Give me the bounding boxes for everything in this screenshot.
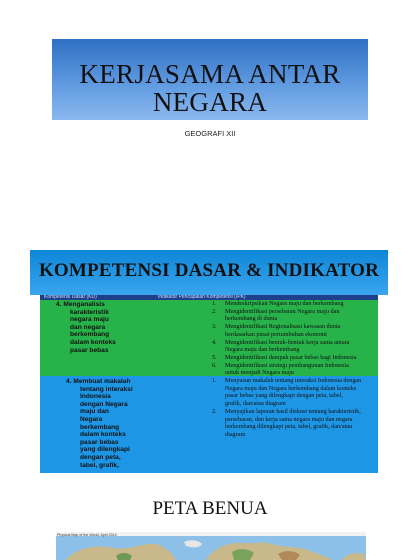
kd-text-2	[66, 378, 133, 469]
kd-line: karakteristik	[70, 308, 109, 316]
kd-line: yang dilengkapi	[80, 446, 130, 454]
indicator-list-2	[212, 377, 378, 439]
kd-line: pasar bebas	[80, 438, 119, 446]
kd-text-1	[56, 301, 116, 354]
world-map-image	[56, 532, 366, 560]
list-item: 1. Menyusun makalah tentang interaksi Indonesia dengan Negara maju dan Negara berkembang dalam konteks pasar bebas yang dilengkapi dengan peta, tabel, grafik, dan/atau diagram	[212, 377, 362, 408]
table-header-ipk: Indikator Pencapaian Kompetensi (IPK)	[158, 295, 246, 300]
list-item: 3. Mengidentifikasi Regionalisasi kawasan dunia berdasarkan pusat pertumbuhan ekonomi	[212, 323, 341, 338]
kd-line: tentang interaksi	[80, 385, 133, 393]
slide-subtitle: GEOGRAFI XII	[184, 129, 236, 138]
kd-line: Indonesia	[80, 393, 111, 401]
list-item: 5. Mengidentifikasi dampak pasar bebas bagi Indonesia	[212, 353, 357, 361]
competency-title: KOMPETENSI DASAR & INDIKATOR	[38, 260, 380, 281]
table-header-kd: Kompetensi Dasar (KD)	[44, 295, 97, 300]
kd-line: dan negara	[70, 323, 106, 331]
kd-line: maju dan	[80, 408, 109, 416]
list-item: 2. Menyajikan laporan hasil diskusi tentang karakteristik, persebaran, dan kerja sama negara maju dan negara berkembang dilengkapi peta, tabel, grafik, dan/atau diagram	[212, 407, 361, 438]
kd-line: pasar bebas	[70, 346, 109, 354]
kd-line: 4. Menganalisis	[56, 301, 105, 308]
map-slide-title: PETA BENUA	[152, 498, 268, 519]
map-caption: Physical Map of the World, April 2014	[57, 533, 117, 537]
kd-line: Negara	[80, 415, 103, 423]
kd-line: tabel, grafik,	[80, 461, 119, 469]
kd-line: dalam konteks	[80, 431, 126, 439]
kd-line: berkembang	[70, 331, 110, 339]
list-item: 4. Mengidentifikasi bentuk-bentuk kerja sama antara Negara maju dan berkembang	[212, 338, 350, 354]
kd-line: dalam konteks	[70, 338, 116, 346]
kd-line: 4. Membuat makalah	[66, 378, 131, 385]
kd-line: dengan Negara	[80, 400, 128, 408]
slide-title	[52, 60, 368, 116]
slide-title-line-1: KERJASAMA ANTAR	[79, 59, 341, 89]
list-item: 6. Mengidentifikasi strategi pembangunan Indonesia untuk menjadi Negara maju	[212, 361, 349, 377]
slide-title-line-2: NEGARA	[152, 87, 268, 117]
list-item: 1. Mendeskripsikan Negara maju dan berkembang	[212, 300, 344, 307]
kd-line: berkembang	[80, 423, 120, 431]
kd-line: dengan peta,	[80, 453, 121, 461]
kd-line: negara maju	[70, 316, 109, 324]
list-item: 2. Mengidentifikasi persebaran Negara maju dan berkembang di dunia	[212, 307, 340, 323]
indicator-list-1	[212, 300, 378, 377]
